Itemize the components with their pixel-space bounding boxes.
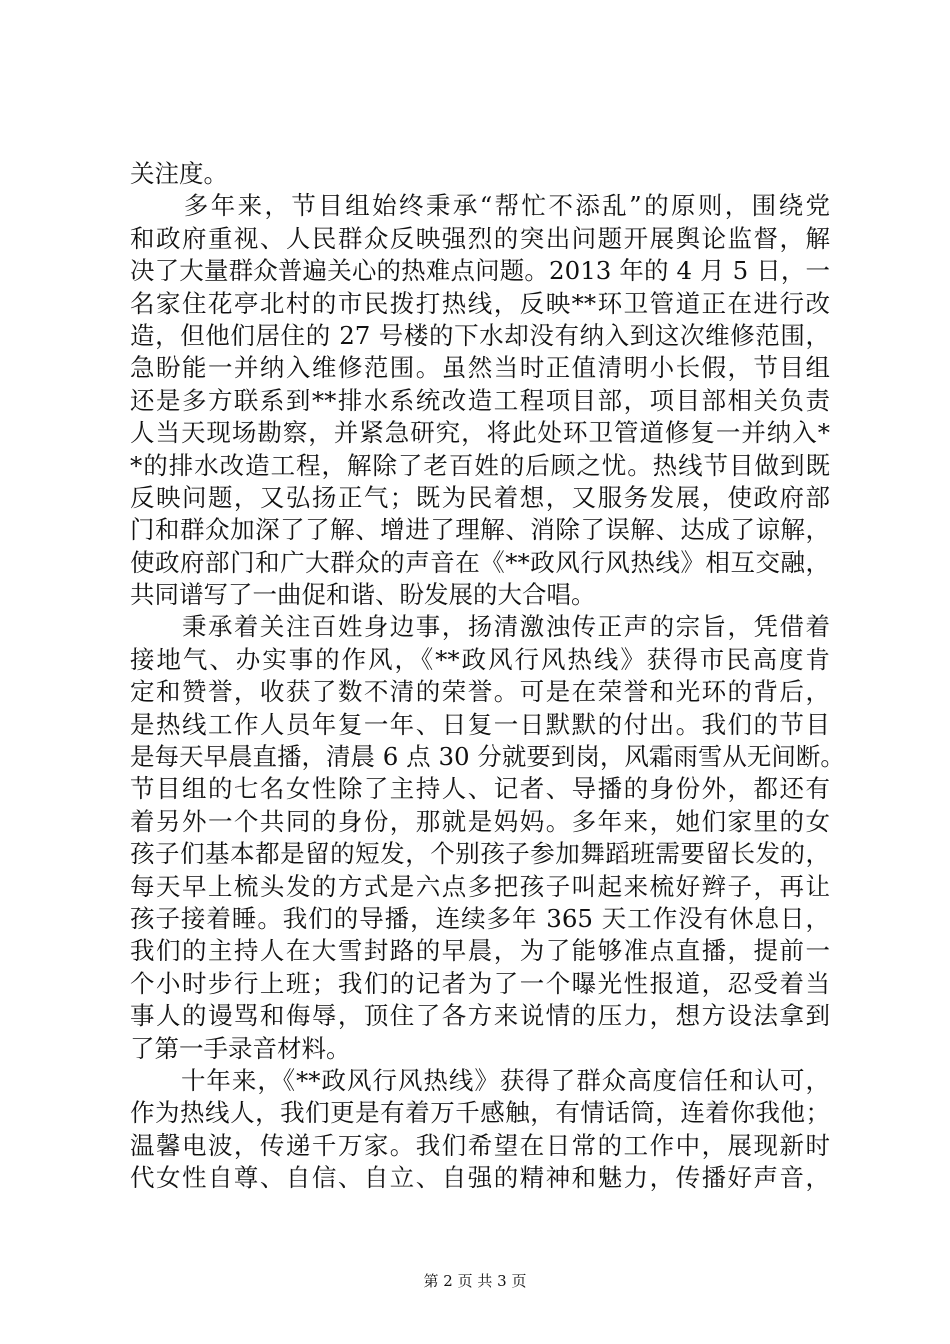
text-line: 孩子接着睡。我们的导播，连续多年 365 天工作没有休息日， <box>130 903 830 933</box>
text-line: 接地气、办实事的作风，《**政风行风热线》获得市民高度肯 <box>130 644 830 674</box>
text-line: 个小时步行上班；我们的记者为了一个曝光性报道，忍受着当 <box>130 968 830 998</box>
text-line: 使政府部门和广大群众的声音在《**政风行风热线》相互交融， <box>130 547 830 577</box>
text-line: 作为热线人，我们更是有着万千感触，有情话筒，连着你我他； <box>130 1098 830 1128</box>
text-line: 关注度。 <box>130 159 228 188</box>
text-line: 节目组的七名女性除了主持人、记者、导播的身份外，都还有 <box>130 774 830 804</box>
text-line: 人当天现场勘察，并紧急研究，将此处环卫管道修复一并纳入* <box>130 418 830 448</box>
text-line: 十年来，《**政风行风热线》获得了群众高度信任和认可， <box>130 1065 830 1095</box>
text-line: 每天早上梳头发的方式是六点多把孩子叫起来梳好辫子，再让 <box>130 871 830 901</box>
text-line: 造，但他们居住的 27 号楼的下水却没有纳入到这次维修范围， <box>130 320 830 350</box>
text-line: 秉承着关注百姓身边事，扬清激浊传正声的宗旨，凭借着 <box>130 612 830 642</box>
text-line: 事人的谩骂和侮辱，顶住了各方来说情的压力，想方设法拿到 <box>130 1001 830 1031</box>
text-line: 了第一手录音材料。 <box>130 1033 351 1063</box>
text-line: 和政府重视、人民群众反映强烈的突出问题开展舆论监督，解 <box>130 223 830 253</box>
text-line: 孩子们基本都是留的短发，个别孩子参加舞蹈班需要留长发的， <box>130 839 830 869</box>
text-line: 名家住花亭北村的市民拨打热线，反映**环卫管道正在进行改 <box>130 288 830 318</box>
text-line: 我们的主持人在大雪封路的早晨，为了能够准点直播，提前一 <box>130 936 830 966</box>
text-line: 反映问题，又弘扬正气；既为民着想，又服务发展，使政府部 <box>130 482 830 512</box>
body-text <box>130 158 845 1195</box>
text-line: 门和群众加深了了解、增进了理解、消除了误解、达成了谅解， <box>130 515 830 545</box>
text-line: 温馨电波，传递千万家。我们希望在日常的工作中，展现新时 <box>130 1130 830 1160</box>
text-line: 是热线工作人员年复一年、日复一日默默的付出。我们的节目 <box>130 709 830 739</box>
text-line: 急盼能一并纳入维修范围。虽然当时正值清明小长假，节目组 <box>130 353 830 383</box>
text-line: 定和赞誉，收获了数不清的荣誉。可是在荣誉和光环的背后， <box>130 677 830 707</box>
text-line: 多年来，节目组始终秉承“帮忙不添乱”的原则，围绕党 <box>130 191 830 221</box>
text-line: 还是多方联系到**排水系统改造工程项目部，项目部相关负责 <box>130 385 830 415</box>
text-line: 是每天早晨直播，清晨 6 点 30 分就要到岗，风霜雨雪从无间断。 <box>130 742 845 772</box>
page-number-footer: 第 2 页 共 3 页 <box>423 1272 527 1290</box>
text-line: 共同谱写了一曲促和谐、盼发展的大合唱。 <box>130 580 596 610</box>
text-line: 代女性自尊、自信、自立、自强的精神和魅力，传播好声音， <box>130 1163 830 1193</box>
text-line: *的排水改造工程，解除了老百姓的后顾之忧。热线节目做到既 <box>130 450 830 480</box>
text-line: 决了大量群众普遍关心的热难点问题。2013 年的 4 月 5 日，一 <box>130 256 830 286</box>
text-line: 着另外一个共同的身份，那就是妈妈。多年来，她们家里的女 <box>130 806 830 836</box>
